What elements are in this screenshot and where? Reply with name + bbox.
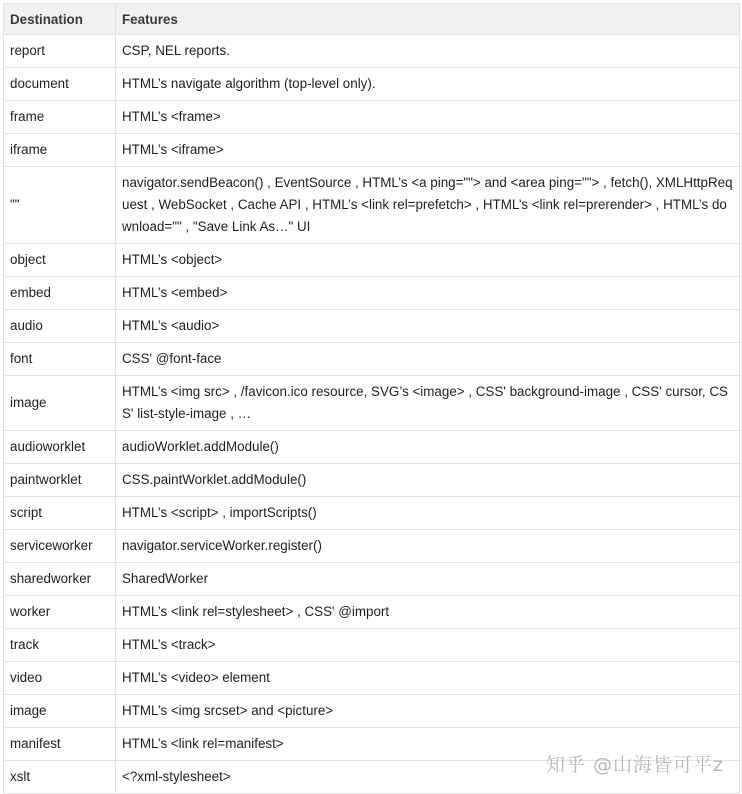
features-cell: audioWorklet.addModule() xyxy=(116,431,740,464)
table-row xyxy=(4,376,740,431)
table-row xyxy=(4,530,740,563)
features-cell: HTML’s navigate algorithm (top-level only). xyxy=(116,68,740,101)
table-row xyxy=(4,497,740,530)
destination-cell: script xyxy=(4,497,116,530)
zhihu-watermark: 知乎 @山海皆可平z xyxy=(545,754,724,776)
table-row xyxy=(4,596,740,629)
features-cell: HTML’s <img srcset> and <picture> xyxy=(116,695,740,728)
features-cell: HTML’s <object> xyxy=(116,244,740,277)
table-row xyxy=(4,343,740,376)
destination-cell: frame xyxy=(4,101,116,134)
table-row xyxy=(4,431,740,464)
table-row xyxy=(4,134,740,167)
table-row xyxy=(4,563,740,596)
table-body xyxy=(4,35,740,794)
column-header-features: Features xyxy=(116,4,740,35)
destination-cell: manifest xyxy=(4,728,116,761)
features-cell: HTML’s <iframe> xyxy=(116,134,740,167)
features-cell: HTML’s <video> element xyxy=(116,662,740,695)
destination-cell: image xyxy=(4,695,116,728)
features-cell: HTML’s <link rel=manifest> xyxy=(116,728,740,761)
features-cell: <?xml-stylesheet> xyxy=(116,761,740,794)
destination-cell: video xyxy=(4,662,116,695)
features-cell: CSS' @font-face xyxy=(116,343,740,376)
destination-cell: font xyxy=(4,343,116,376)
table-row xyxy=(4,167,740,244)
features-cell: HTML’s <audio> xyxy=(116,310,740,343)
destinations-table xyxy=(3,3,740,794)
features-cell: navigator.serviceWorker.register() xyxy=(116,530,740,563)
destination-cell: object xyxy=(4,244,116,277)
destination-cell: worker xyxy=(4,596,116,629)
table-row xyxy=(4,695,740,728)
destination-cell: xslt xyxy=(4,761,116,794)
features-cell: CSS.paintWorklet.addModule() xyxy=(116,464,740,497)
destination-cell: audioworklet xyxy=(4,431,116,464)
destination-cell: serviceworker xyxy=(4,530,116,563)
table-row xyxy=(4,464,740,497)
features-cell: HTML’s <script> , importScripts() xyxy=(116,497,740,530)
features-cell: HTML’s <frame> xyxy=(116,101,740,134)
features-cell: CSP, NEL reports. xyxy=(116,35,740,68)
features-cell: HTML’s <img src> , /favicon.ico resource, SVG’s <image> , CSS' background-image , CSS' cursor, CSS' list-style-image , … xyxy=(116,376,740,431)
features-cell: HTML’s <track> xyxy=(116,629,740,662)
features-cell: SharedWorker xyxy=(116,563,740,596)
destination-cell: paintworklet xyxy=(4,464,116,497)
destination-cell: iframe xyxy=(4,134,116,167)
destination-cell: audio xyxy=(4,310,116,343)
table-row xyxy=(4,35,740,68)
table-header-row xyxy=(4,4,740,35)
features-cell: navigator.sendBeacon() , EventSource , HTML’s <a ping=""> and <area ping=""> , fetch(), XMLHttpRequest , WebSocket , Cache API , HTML’s <link rel=prefetch> , HTML’s <link rel=prerender> , HTML’s download="" , "Save Link As…" UI xyxy=(116,167,740,244)
table-row xyxy=(4,277,740,310)
destination-cell: "" xyxy=(4,167,116,244)
table-row xyxy=(4,629,740,662)
destination-cell: image xyxy=(4,376,116,431)
table-row xyxy=(4,101,740,134)
destination-cell: track xyxy=(4,629,116,662)
table-row xyxy=(4,310,740,343)
features-cell: HTML’s <embed> xyxy=(116,277,740,310)
table-row xyxy=(4,68,740,101)
table-row xyxy=(4,761,740,794)
table-row xyxy=(4,244,740,277)
destination-cell: report xyxy=(4,35,116,68)
column-header-destination: Destination xyxy=(4,4,116,35)
table-row xyxy=(4,662,740,695)
destination-cell: document xyxy=(4,68,116,101)
destination-cell: embed xyxy=(4,277,116,310)
destination-cell: sharedworker xyxy=(4,563,116,596)
table-row xyxy=(4,728,740,761)
features-cell: HTML’s <link rel=stylesheet> , CSS' @import xyxy=(116,596,740,629)
